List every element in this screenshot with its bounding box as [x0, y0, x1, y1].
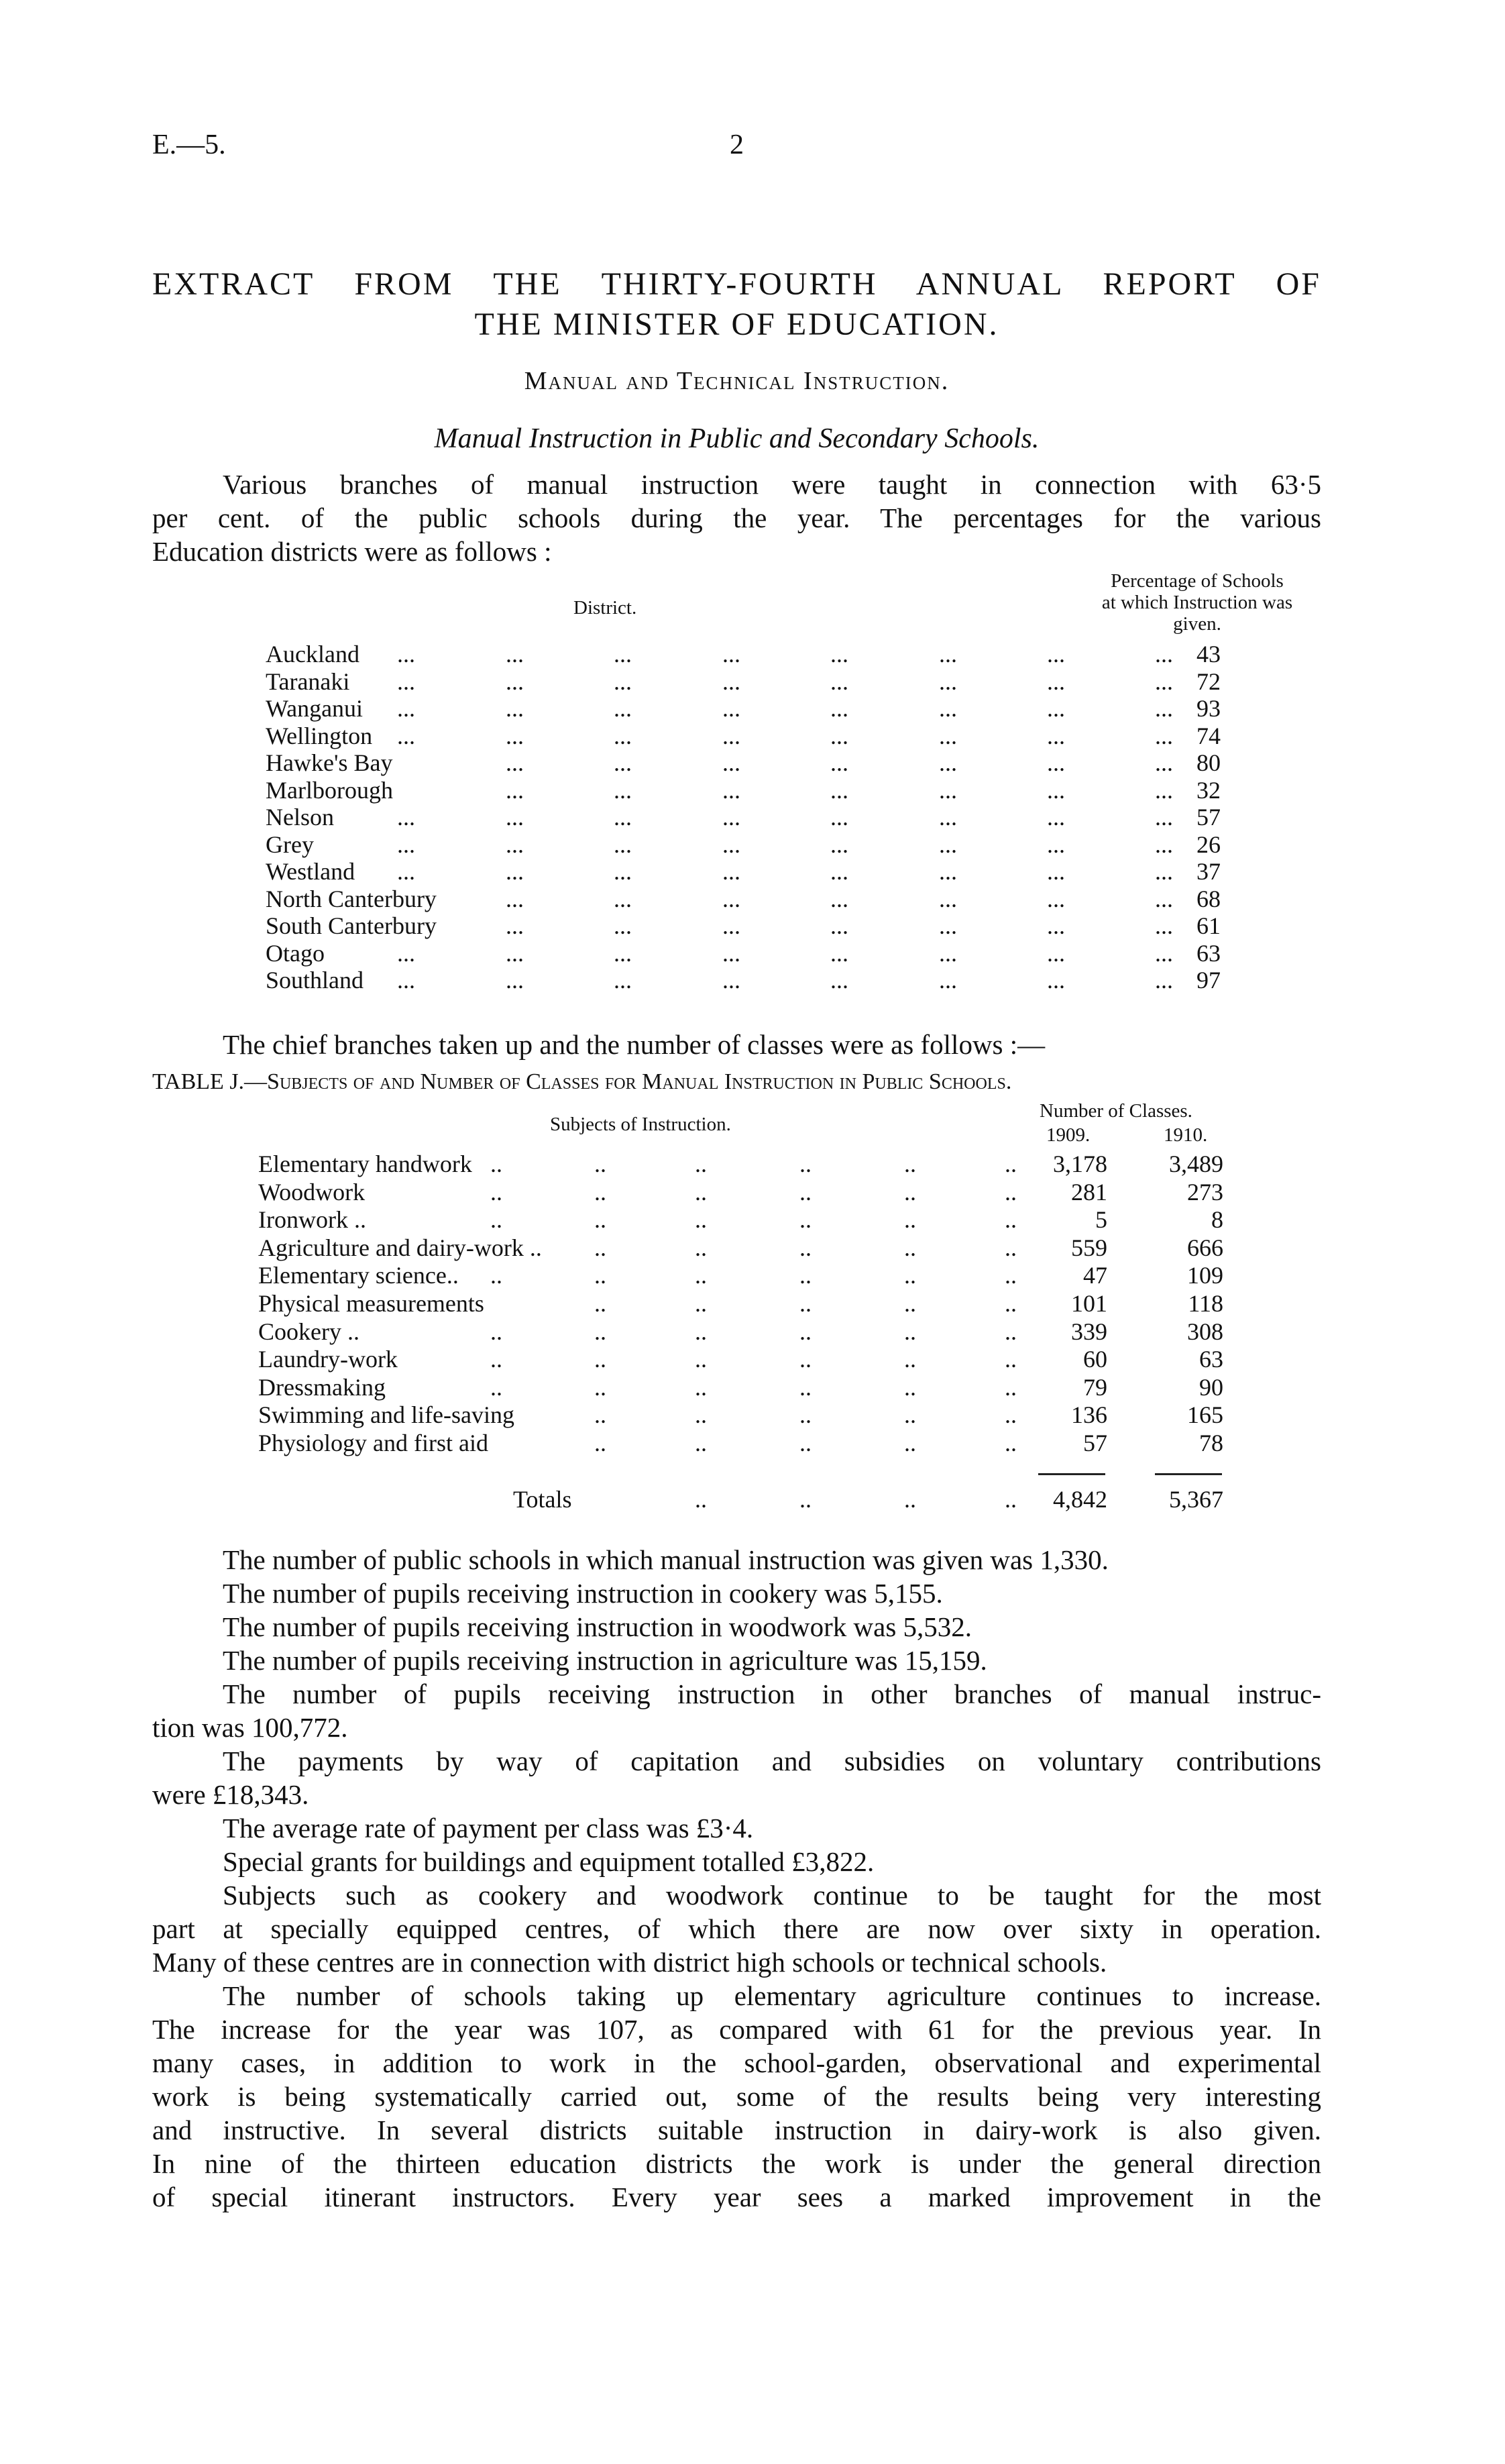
dot-leader: ...: [506, 749, 524, 776]
totals-label: Totals: [513, 1486, 572, 1513]
sum-rule-1909: [1038, 1473, 1105, 1475]
dot-leader: ...: [506, 804, 524, 831]
dot-leader: ...: [830, 667, 848, 695]
district-row: [0, 696, 1505, 721]
dot-leader: ..: [1005, 1290, 1017, 1317]
classes-1909: 559: [1071, 1234, 1107, 1261]
section-heading: Manual and Technical Instruction.: [524, 367, 950, 395]
dot-leader: ...: [830, 858, 848, 885]
total-1909: 4,842: [1053, 1486, 1107, 1513]
total-1910: 5,367: [1169, 1486, 1223, 1513]
dot-leader: ...: [614, 749, 632, 776]
dot-leader: ...: [1047, 831, 1065, 858]
dot-leader: ..: [799, 1373, 812, 1401]
dot-leader: ..: [1005, 1206, 1017, 1234]
dot-leader: ...: [722, 749, 740, 776]
percentage-value: 68: [1196, 885, 1221, 912]
dot-leader: ...: [939, 804, 957, 831]
district-row: [0, 669, 1505, 694]
subject-name: Dressmaking: [258, 1373, 386, 1401]
text-line: part at specially equipped centres, of which there are now over sixty in operation.: [152, 1913, 1321, 1944]
percentage-value: 63: [1196, 939, 1221, 967]
dot-leader: ...: [939, 885, 957, 912]
dot-leader: ..: [695, 1373, 707, 1401]
subject-row: [0, 1375, 1505, 1400]
dot-leader: ..: [904, 1206, 916, 1234]
percentage-value: 80: [1196, 749, 1221, 776]
dot-leader: ..: [1005, 1430, 1017, 1456]
dot-leader: ...: [830, 641, 848, 667]
dot-leader: ...: [506, 776, 524, 804]
dot-leader: ...: [1047, 858, 1065, 885]
dot-leader: ...: [939, 939, 957, 967]
dot-leader: ..: [1005, 1318, 1017, 1345]
text-line: of special itinerant instructors. Every year sees a marked improvement in the: [152, 2182, 1321, 2212]
dot-leader: ...: [830, 804, 848, 831]
dot-leader: ...: [830, 776, 848, 804]
text-line: Special grants for buildings and equipment totalled £3,822.: [223, 1846, 875, 1877]
dot-leader: ...: [722, 967, 740, 994]
subject-row: [0, 1430, 1505, 1456]
dot-leader: ..: [904, 1318, 916, 1345]
dot-leader: ..: [904, 1401, 916, 1429]
dot-leader: ..: [799, 1290, 812, 1317]
district-row: [0, 859, 1505, 884]
table-j-caption: TABLE J.—Subjects of and Number of Classes for Manual Instruction in Public Schools.: [152, 1069, 1012, 1094]
dot-leader: ...: [1155, 695, 1173, 722]
district-name: Auckland: [266, 641, 359, 667]
subject-name: Agriculture and dairy-work ..: [258, 1234, 542, 1261]
dot-leader: ..: [904, 1430, 916, 1456]
dot-leader: ...: [1155, 804, 1173, 831]
dot-leader: ...: [614, 722, 632, 749]
subject-name: Laundry-work: [258, 1346, 398, 1373]
dot-leader: ..: [695, 1290, 707, 1317]
dot-leader: ..: [594, 1373, 606, 1401]
dot-leader: ...: [506, 858, 524, 885]
district-row: [0, 641, 1505, 667]
district-name: Westland: [266, 858, 355, 885]
subject-row: [0, 1346, 1505, 1372]
text-line: The number of schools taking up elementary agriculture continues to increase.: [223, 1980, 1321, 2011]
text-line: tion was 100,772.: [152, 1712, 348, 1743]
text-line: The number of pupils receiving instruction in woodwork was 5,532.: [223, 1611, 972, 1642]
dot-leader: ...: [722, 667, 740, 695]
classes-1909: 5: [1095, 1206, 1107, 1234]
dot-leader: ...: [830, 722, 848, 749]
dot-leader: ...: [506, 641, 524, 667]
dot-leader: ...: [1155, 722, 1173, 749]
dot-leader: ...: [939, 858, 957, 885]
classes-column-group-header: Number of Classes.: [1040, 1100, 1192, 1122]
page-number: 2: [730, 129, 744, 160]
dot-leader: ...: [722, 939, 740, 967]
dot-leader: ..: [1005, 1401, 1017, 1429]
dot-leader: ...: [1047, 722, 1065, 749]
text-line: Many of these centres are in connection with district high schools or technical schools.: [152, 1947, 1107, 1978]
dot-leader: ...: [614, 804, 632, 831]
district-name: Nelson: [266, 804, 334, 831]
dot-leader: ...: [830, 885, 848, 912]
dot-leader: ..: [695, 1206, 707, 1234]
dot-leader: ...: [1155, 776, 1173, 804]
dot-leader: ...: [397, 831, 415, 858]
percentage-header-line: at which Instruction was: [1101, 592, 1293, 613]
classes-1909: 339: [1071, 1318, 1107, 1345]
subject-row: [0, 1263, 1505, 1288]
dot-leader: ..: [695, 1318, 707, 1345]
district-column-header: District.: [573, 597, 637, 619]
dot-leader: ..: [490, 1262, 502, 1289]
dot-leader: ...: [1047, 912, 1065, 939]
dot-leader: ..: [904, 1346, 916, 1373]
dot-leader: ...: [722, 912, 740, 939]
dot-leader: ..: [695, 1234, 707, 1261]
dot-leader: ..: [695, 1346, 707, 1373]
dot-leader: ...: [1155, 641, 1173, 667]
classes-1909: 101: [1071, 1290, 1107, 1317]
classes-1909: 281: [1071, 1178, 1107, 1206]
dot-leader: ..: [695, 1401, 707, 1429]
dot-leader: ...: [397, 939, 415, 967]
subject-name: Physical measurements: [258, 1290, 484, 1317]
dot-leader: ..: [799, 1234, 812, 1261]
text-line: The number of pupils receiving instruction in other branches of manual instruc-: [223, 1678, 1321, 1709]
dot-leader: ...: [614, 858, 632, 885]
dot-leader: ...: [614, 967, 632, 994]
district-row: [0, 723, 1505, 749]
district-row: [0, 886, 1505, 912]
percentage-value: 43: [1196, 641, 1221, 667]
classes-1910: 78: [1199, 1430, 1223, 1456]
dot-leader: ..: [1005, 1346, 1017, 1373]
dot-leader: ..: [1005, 1178, 1017, 1206]
text-line: In nine of the thirteen education districts the work is under the general direction: [152, 2148, 1321, 2179]
dot-leader: ...: [939, 776, 957, 804]
year-1909-header: 1909.: [1046, 1124, 1091, 1146]
percentage-value: 74: [1196, 722, 1221, 749]
district-row: [0, 967, 1505, 993]
intro-paragraph: [152, 468, 1321, 568]
subject-row: [0, 1319, 1505, 1344]
dot-leader: ..: [594, 1346, 606, 1373]
dot-leader: ...: [614, 885, 632, 912]
dot-leader: ...: [722, 695, 740, 722]
dot-leader: ..: [594, 1234, 606, 1261]
dot-leader: ...: [830, 939, 848, 967]
dot-leader: ...: [1047, 967, 1065, 994]
subject-name: Swimming and life-saving: [258, 1401, 514, 1429]
dot-leader: ...: [722, 858, 740, 885]
dot-leader: ...: [506, 939, 524, 967]
dot-leader: ...: [1047, 939, 1065, 967]
dot-leader: ..: [594, 1262, 606, 1289]
dot-leader: ..: [799, 1318, 812, 1345]
dot-leader: ...: [722, 885, 740, 912]
classes-1909: 136: [1071, 1401, 1107, 1429]
classes-1910: 63: [1199, 1346, 1223, 1373]
percentage-header-line: Percentage of Schools: [1111, 570, 1284, 592]
dot-leader: ..: [904, 1486, 916, 1513]
percentage-value: 61: [1196, 912, 1221, 939]
dot-leader: ..: [904, 1150, 916, 1177]
dot-leader: ...: [614, 667, 632, 695]
dot-leader: ..: [490, 1206, 502, 1234]
dot-leader: ...: [939, 967, 957, 994]
sum-rule-1910: [1155, 1473, 1222, 1475]
dot-leader: ...: [1155, 912, 1173, 939]
dot-leader: ..: [904, 1373, 916, 1401]
district-row: [0, 778, 1505, 803]
dot-leader: ...: [830, 695, 848, 722]
subsection-heading: Manual Instruction in Public and Secondary Schools.: [434, 423, 1040, 454]
dot-leader: ..: [1005, 1234, 1017, 1261]
subject-row: [0, 1151, 1505, 1177]
dot-leader: ..: [594, 1290, 606, 1317]
subject-name: Ironwork ..: [258, 1206, 366, 1234]
dot-leader: ...: [722, 641, 740, 667]
classes-1910: 666: [1187, 1234, 1223, 1261]
subject-column-header: Subjects of Instruction.: [550, 1114, 731, 1135]
dot-leader: ...: [614, 776, 632, 804]
percentage-value: 93: [1196, 695, 1221, 722]
dot-leader: ...: [1047, 695, 1065, 722]
dot-leader: ...: [614, 939, 632, 967]
district-name: Taranaki: [266, 667, 350, 695]
subject-row: [0, 1291, 1505, 1316]
dot-leader: ...: [1155, 967, 1173, 994]
dot-leader: ..: [490, 1373, 502, 1401]
dot-leader: ...: [397, 804, 415, 831]
text-line: Various branches of manual instruction were taught in connection with 63·5: [223, 469, 1321, 500]
classes-1909: 47: [1083, 1262, 1107, 1289]
dot-leader: ...: [506, 885, 524, 912]
dot-leader: ...: [1047, 885, 1065, 912]
dot-leader: ..: [594, 1206, 606, 1234]
dot-leader: ...: [722, 722, 740, 749]
district-name: Otago: [266, 939, 325, 967]
dot-leader: ...: [397, 722, 415, 749]
text-line: The number of pupils receiving instruction in agriculture was 15,159.: [223, 1645, 987, 1676]
text-line: work is being systematically carried out, some of the results being very interesting: [152, 2081, 1321, 2112]
dot-leader: ...: [939, 667, 957, 695]
dot-leader: ..: [799, 1486, 812, 1513]
district-name: North Canterbury: [266, 885, 437, 912]
dot-leader: ..: [594, 1430, 606, 1456]
report-title-line-1: EXTRACT FROM THE THIRTY-FOURTH ANNUAL REPORT OF: [152, 266, 1321, 302]
dot-leader: ...: [722, 804, 740, 831]
dot-leader: ...: [506, 912, 524, 939]
dot-leader: ...: [830, 967, 848, 994]
district-name: Marlborough: [266, 776, 393, 804]
district-name: Grey: [266, 831, 314, 858]
dot-leader: ..: [695, 1150, 707, 1177]
district-name: Wanganui: [266, 695, 364, 722]
subject-name: Elementary science..: [258, 1262, 459, 1289]
dot-leader: ...: [614, 912, 632, 939]
percentage-value: 37: [1196, 858, 1221, 885]
subject-name: Physiology and first aid: [258, 1430, 488, 1456]
dot-leader: ..: [799, 1430, 812, 1456]
text-line: many cases, in addition to work in the school-garden, observational and experimental: [152, 2047, 1321, 2078]
dot-leader: ...: [506, 667, 524, 695]
dot-leader: ..: [904, 1290, 916, 1317]
classes-1910: 308: [1187, 1318, 1223, 1345]
classes-1910: 8: [1211, 1206, 1223, 1234]
dot-leader: ...: [830, 749, 848, 776]
dot-leader: ...: [614, 831, 632, 858]
dot-leader: ..: [490, 1318, 502, 1345]
district-name: Wellington: [266, 722, 373, 749]
dot-leader: ...: [939, 722, 957, 749]
dot-leader: ...: [397, 641, 415, 667]
district-name: South Canterbury: [266, 912, 437, 939]
subject-row: [0, 1402, 1505, 1428]
classes-1909: 60: [1083, 1346, 1107, 1373]
dot-leader: ...: [506, 967, 524, 994]
classes-1910: 165: [1187, 1401, 1223, 1429]
dot-leader: ..: [799, 1262, 812, 1289]
document-code: E.—5.: [152, 129, 226, 160]
dot-leader: ..: [904, 1234, 916, 1261]
district-name: Hawke's Bay: [266, 749, 393, 776]
dot-leader: ...: [939, 749, 957, 776]
dot-leader: ...: [1155, 749, 1173, 776]
dot-leader: ...: [939, 831, 957, 858]
dot-leader: ...: [397, 667, 415, 695]
dot-leader: ...: [830, 831, 848, 858]
dot-leader: ...: [1047, 667, 1065, 695]
text-line: Subjects such as cookery and woodwork continue to be taught for the most: [223, 1880, 1321, 1911]
percentage-value: 32: [1196, 776, 1221, 804]
text-line: The number of pupils receiving instruction in cookery was 5,155.: [223, 1578, 943, 1609]
dot-leader: ...: [1155, 939, 1173, 967]
classes-1910: 90: [1199, 1373, 1223, 1401]
text-line: and instructive. In several districts suitable instruction in dairy-work is also given.: [152, 2114, 1321, 2145]
dot-leader: ..: [799, 1401, 812, 1429]
classes-1910: 118: [1188, 1290, 1223, 1317]
percentage-value: 72: [1196, 667, 1221, 695]
dot-leader: ...: [1155, 885, 1173, 912]
dot-leader: ..: [695, 1430, 707, 1456]
percentage-header-line: given.: [1173, 613, 1221, 635]
dot-leader: ...: [614, 641, 632, 667]
dot-leader: ...: [1047, 776, 1065, 804]
dot-leader: ...: [830, 912, 848, 939]
dot-leader: ..: [594, 1178, 606, 1206]
district-row: [0, 913, 1505, 939]
percentage-value: 57: [1196, 804, 1221, 831]
body-text: [152, 1543, 1321, 2214]
totals-row: [0, 1487, 1505, 1512]
dot-leader: ...: [939, 912, 957, 939]
dot-leader: ..: [695, 1486, 707, 1513]
district-row: [0, 750, 1505, 775]
dot-leader: ..: [695, 1262, 707, 1289]
subject-row: [0, 1235, 1505, 1261]
dot-leader: ..: [695, 1178, 707, 1206]
district-row: [0, 804, 1505, 830]
dot-leader: ..: [799, 1206, 812, 1234]
text-line: per cent. of the public schools during the year. The percentages for the various: [152, 502, 1321, 533]
dot-leader: ...: [1155, 831, 1173, 858]
subject-row: [0, 1179, 1505, 1205]
dot-leader: ..: [490, 1150, 502, 1177]
dot-leader: ...: [1155, 667, 1173, 695]
dot-leader: ...: [722, 776, 740, 804]
dot-leader: ...: [506, 695, 524, 722]
dot-leader: ...: [1047, 749, 1065, 776]
percentage-value: 26: [1196, 831, 1221, 858]
dot-leader: ..: [1005, 1150, 1017, 1177]
district-row: [0, 832, 1505, 857]
dot-leader: ..: [799, 1150, 812, 1177]
dot-leader: ..: [1005, 1373, 1017, 1401]
dot-leader: ...: [1047, 804, 1065, 831]
district-row: [0, 941, 1505, 966]
dot-leader: ..: [490, 1346, 502, 1373]
classes-1909: 57: [1083, 1430, 1107, 1456]
report-title-line-2: THE MINISTER OF EDUCATION.: [474, 307, 999, 342]
dot-leader: ...: [397, 695, 415, 722]
dot-leader: ..: [490, 1178, 502, 1206]
dot-leader: ...: [397, 967, 415, 994]
dot-leader: ..: [594, 1150, 606, 1177]
text-line: The average rate of payment per class was £3·4.: [223, 1813, 754, 1843]
text-line: The increase for the year was 107, as compared with 61 for the previous year. In: [152, 2014, 1321, 2045]
dot-leader: ..: [1005, 1262, 1017, 1289]
dot-leader: ...: [939, 641, 957, 667]
dot-leader: ..: [594, 1401, 606, 1429]
dot-leader: ...: [1155, 858, 1173, 885]
classes-1909: 3,178: [1053, 1150, 1107, 1177]
dot-leader: ...: [614, 695, 632, 722]
text-line: Education districts were as follows :: [152, 536, 552, 567]
dot-leader: ...: [506, 831, 524, 858]
text-line: were £18,343.: [152, 1779, 309, 1810]
classes-1910: 109: [1187, 1262, 1223, 1289]
table-intro: The chief branches taken up and the number of classes were as follows :—: [223, 1029, 1046, 1060]
text-line: The number of public schools in which manual instruction was given was 1,330.: [223, 1544, 1109, 1575]
percentage-value: 97: [1196, 967, 1221, 994]
dot-leader: ...: [1047, 641, 1065, 667]
district-name: Southland: [266, 967, 364, 994]
dot-leader: ..: [904, 1178, 916, 1206]
dot-leader: ..: [594, 1318, 606, 1345]
percentage-column-header: [1073, 570, 1321, 635]
dot-leader: ...: [506, 722, 524, 749]
dot-leader: ...: [397, 858, 415, 885]
dot-leader: ..: [799, 1178, 812, 1206]
subject-row: [0, 1207, 1505, 1232]
subject-name: Woodwork: [258, 1178, 366, 1206]
dot-leader: ..: [799, 1346, 812, 1373]
dot-leader: ..: [904, 1262, 916, 1289]
subject-name: Elementary handwork: [258, 1150, 472, 1177]
text-line: The payments by way of capitation and subsidies on voluntary contributions: [223, 1746, 1321, 1776]
dot-leader: ...: [939, 695, 957, 722]
year-1910-header: 1910.: [1164, 1124, 1208, 1146]
classes-1910: 3,489: [1169, 1150, 1223, 1177]
classes-1910: 273: [1187, 1178, 1223, 1206]
dot-leader: ..: [1005, 1486, 1017, 1513]
classes-1909: 79: [1083, 1373, 1107, 1401]
dot-leader: ...: [722, 831, 740, 858]
subject-name: Cookery ..: [258, 1318, 359, 1345]
